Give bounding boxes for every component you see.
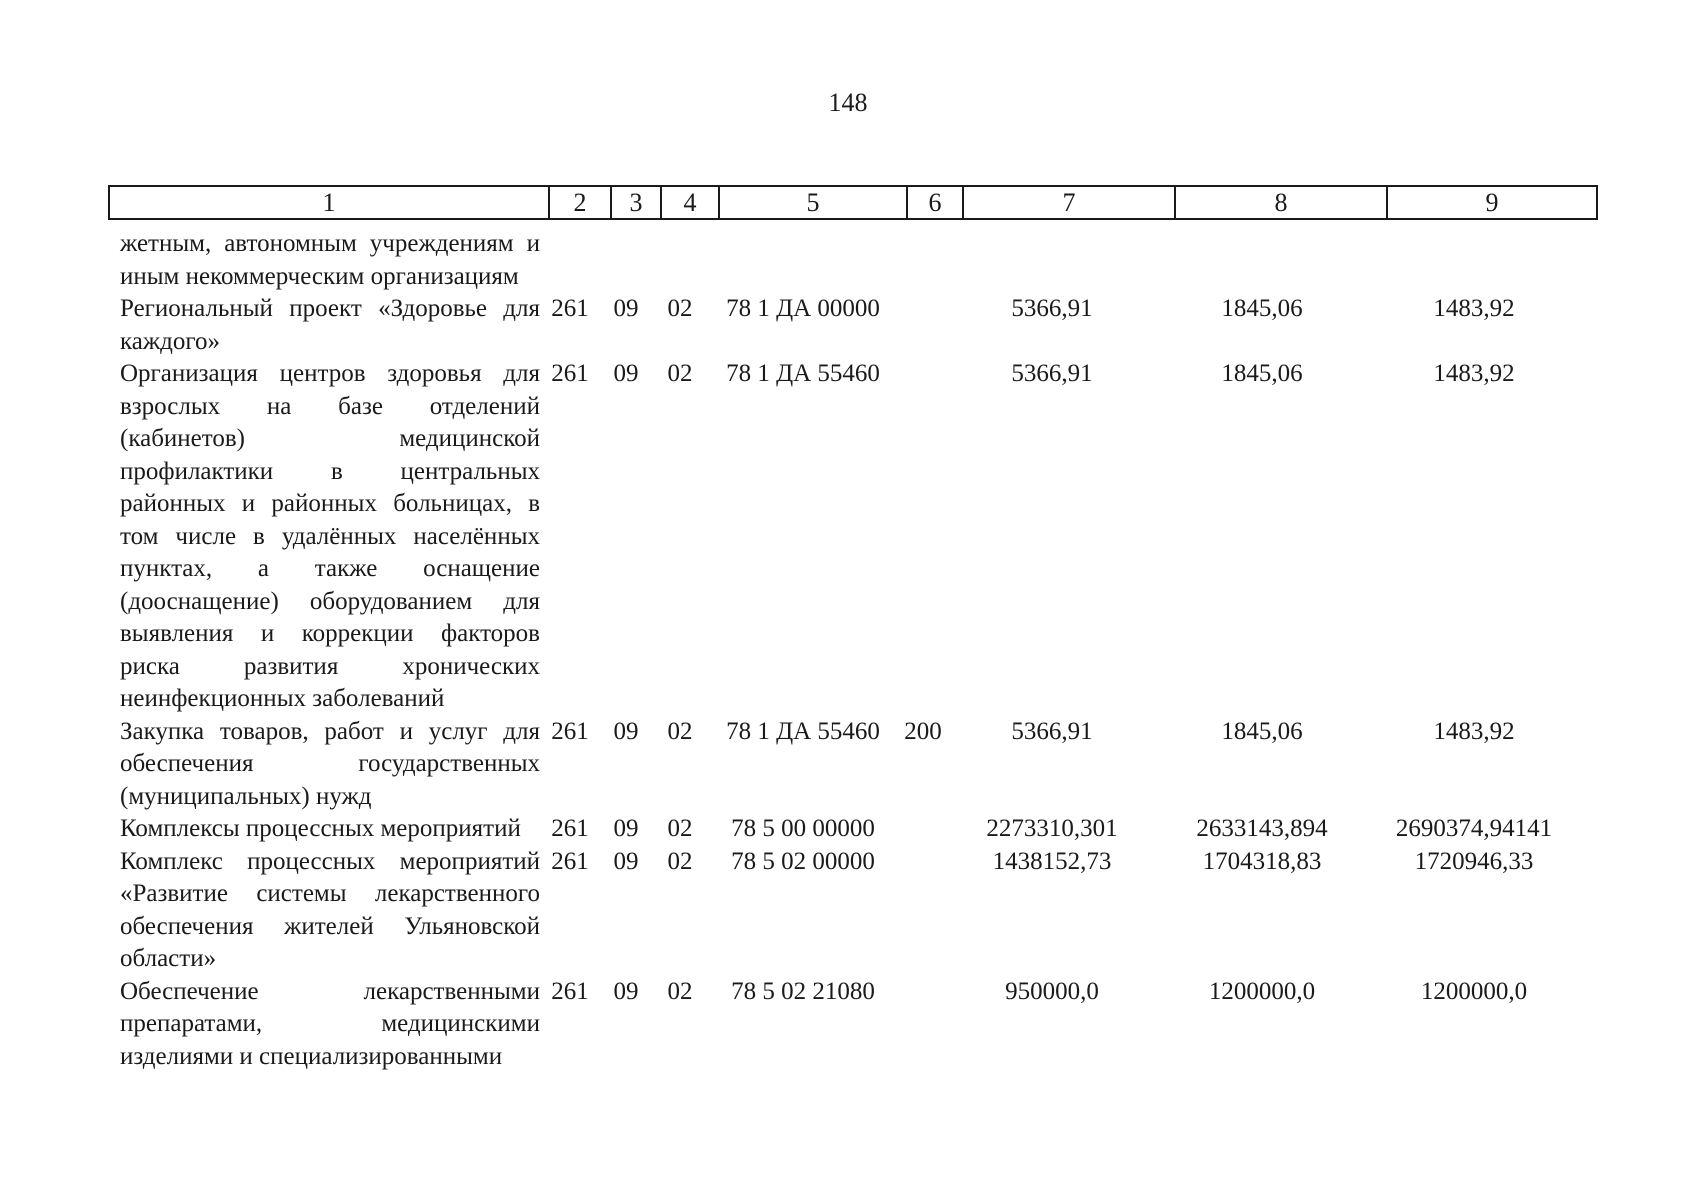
table-row [120,228,1600,293]
row-description: жетным, автономным учреждениям и иным некоммерческим организациям [120,230,540,290]
cell-col-7: 950000,0 [1005,977,1099,1005]
cell-col-7: 5366,91 [1011,717,1093,745]
cell-col-4: 02 [667,977,693,1005]
cell-col-8: 1845,06 [1221,717,1303,745]
row-description: Комплексы процессных мероприятий [120,815,521,842]
row-description: Комплекс процессных мероприятий «Развитие системы лекарственного обеспечения жителей Ульяновской области» [120,847,540,972]
table-header [108,185,1598,220]
cell-col-9: 1483,92 [1433,360,1515,387]
cell-col-2: 261 [551,847,589,875]
header-col-3: 3 [612,187,662,218]
cell-col-8: 1845,06 [1221,295,1303,322]
table-row [120,716,1600,814]
header-col-1: 1 [110,187,550,218]
cell-col-5: 78 1 ДА 00000 [726,295,880,322]
cell-col-9: 1200000,0 [1420,977,1528,1005]
cell-col-3: 09 [613,295,639,322]
header-col-9: 9 [1485,188,1499,217]
row-description: Региональный проект «Здоровье для каждого» [120,295,540,355]
cell-col-2: 261 [551,977,589,1005]
cell-col-7: 5366,91 [1011,360,1093,387]
cell-col-5: 78 5 02 21080 [731,977,875,1005]
header-col-2: 2 [550,187,612,218]
cell-col-4: 02 [667,815,693,842]
table-row [120,358,1600,716]
cell-col-2: 261 [551,815,589,842]
cell-col-5: 78 1 ДА 55460 [726,360,880,387]
cell-col-5: 78 5 00 00000 [731,815,875,842]
cell-col-7: 1438152,73 [992,847,1112,875]
table-row [120,976,1600,1074]
cell-col-4: 02 [667,295,693,322]
cell-col-4: 02 [667,360,693,387]
cell-col-2: 261 [551,717,589,745]
header-col-4: 4 [662,187,720,218]
page-number: 148 [828,88,868,117]
row-description: Организация центров здоровья для взрослых на базе отделений (кабинетов) медицинской профилактики в центральных районных и районных больницах, в том числе в удалённых населённых пунктах, а также оснащение (дооснащение) оборудованием для выявления и коррекции факторов риска развития хронических неинфекционных заболеваний [120,360,540,712]
cell-col-3: 09 [613,977,639,1005]
header-col-7: 7 [964,187,1176,218]
cell-col-9: 2690374,94141 [1395,815,1553,842]
cell-col-4: 02 [667,717,693,745]
row-description: Обеспечение лекарственными препаратами, медицинскими изделиями и специализированными [120,977,540,1070]
cell-col-7: 5366,91 [1011,295,1093,322]
cell-col-8: 2633143,894 [1196,815,1328,842]
cell-col-3: 09 [613,815,639,842]
row-description: Закупка товаров, работ и услуг для обеспечения государственных (муниципальных) нужд [120,717,540,810]
cell-col-2: 261 [551,360,589,387]
header-col-8: 8 [1176,187,1388,218]
table-row [120,846,1600,976]
cell-col-3: 09 [613,717,639,745]
cell-col-8: 1845,06 [1221,360,1303,387]
header-col-5: 5 [720,187,908,218]
cell-col-9: 1483,92 [1433,295,1515,322]
table-row [120,813,1600,846]
table-body [120,228,1600,1073]
cell-col-5: 78 1 ДА 55460 [726,717,880,745]
cell-col-6: 200 [904,717,942,745]
cell-col-3: 09 [613,360,639,387]
cell-col-3: 09 [613,847,639,875]
cell-col-5: 78 5 02 00000 [731,847,875,875]
header-col-6: 6 [908,187,964,218]
cell-col-9: 1720946,33 [1414,847,1534,875]
cell-col-8: 1200000,0 [1208,977,1316,1005]
cell-col-9: 1483,92 [1433,717,1515,745]
table-row [120,293,1600,358]
cell-col-2: 261 [551,295,589,322]
cell-col-7: 2273310,301 [986,815,1118,842]
cell-col-8: 1704318,83 [1202,847,1322,875]
cell-col-4: 02 [667,847,693,875]
